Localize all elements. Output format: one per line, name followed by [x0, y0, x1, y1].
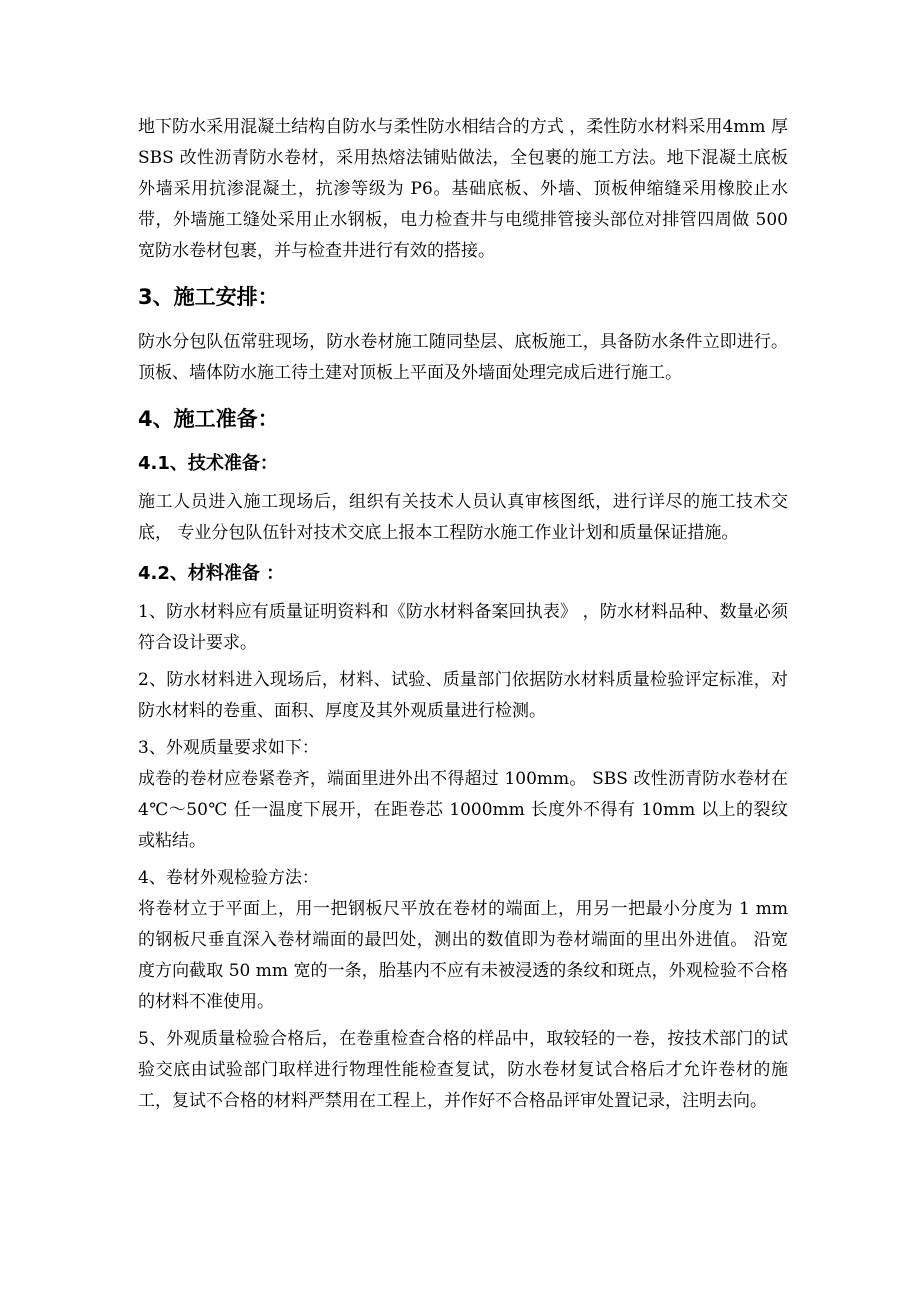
section-4-2-heading: 4.2、材料准备 ： — [138, 563, 285, 584]
material-item-4: 4、卷材外观检验方法： — [138, 868, 319, 888]
section-3-paragraph: 防水分包队伍常驻现场，防水卷材施工随同垫层、底板施工，具备防水条件立即进行。顶板、墙体防水施工待土建对顶板上平面及外墙面处理完成后进行施工。 — [138, 332, 788, 383]
section-3-heading: 3、施工安排： — [138, 285, 279, 309]
document-page — [138, 112, 788, 1117]
section-4-heading: 4、施工准备： — [138, 407, 279, 431]
inspection-method-paragraph: 将卷材立于平面上，用一把钢板尺平放在卷材的端面上，用另一把最小分度为 1 mm 的钢板尺垂直深入卷材端面的最凹处，测出的数值即为卷材端面的里出外进值。 沿宽度方向截取 50 mm 宽的一条，胎基内不应有未被浸透的条纹和斑点，外观检验不合格的材料不准使用。 — [138, 899, 788, 1012]
material-item-2: 2、防水材料进入现场后，材料、试验、质量部门依据防水材料质量检验评定标准，对防水材料的卷重、面积、厚度及其外观质量进行检测。 — [138, 670, 788, 721]
intro-paragraph: 地下防水采用混凝土结构自防水与柔性防水相结合的方式 ，柔性防水材料采用4mm 厚 SBS 改性沥青防水卷材，采用热熔法铺贴做法，全包裹的施工方法。地下混凝土底板外墙采用抗渗混凝土，抗渗等级为 P6。基础底板、外墙、顶板伸缩缝采用橡胶止水带，外墙施工缝处采用止水钢板，电力检查井与电缆排管接头部位对排管四周做 500 宽防水卷材包裹，并与检查井进行有效的搭接。 — [138, 117, 788, 261]
section-4-1-heading: 4.1、技术准备： — [138, 453, 278, 474]
material-item-1: 1、防水材料应有质量证明资料和《防水材料备案回执表》 ，防水材料品种、数量必须符合设计要求。 — [138, 602, 788, 653]
material-item-3: 3、外观质量要求如下： — [138, 738, 319, 758]
material-item-5: 5、外观质量检验合格后，在卷重检查合格的样品中，取较轻的一卷，按技术部门的试验交底由试验部门取样进行物理性能检查复试，防水卷材复试合格后才允许卷材的施工，复试不合格的材料严禁用在工程上，并作好不合格品评审处置记录，注明去向。 — [138, 1029, 788, 1111]
appearance-requirement-paragraph: 成卷的卷材应卷紧卷齐，端面里进外出不得超过 100mm。 SBS 改性沥青防水卷材在 4℃～50℃ 任一温度下展开，在距卷芯 1000mm 长度外不得有 10mm 以上的裂纹或粘结。 — [138, 769, 788, 851]
section-4-1-paragraph: 施工人员进入施工现场后，组织有关技术人员认真审核图纸，进行详尽的施工技术交底， 专业分包队伍针对技术交底上报本工程防水施工作业计划和质量保证措施。 — [138, 492, 788, 543]
